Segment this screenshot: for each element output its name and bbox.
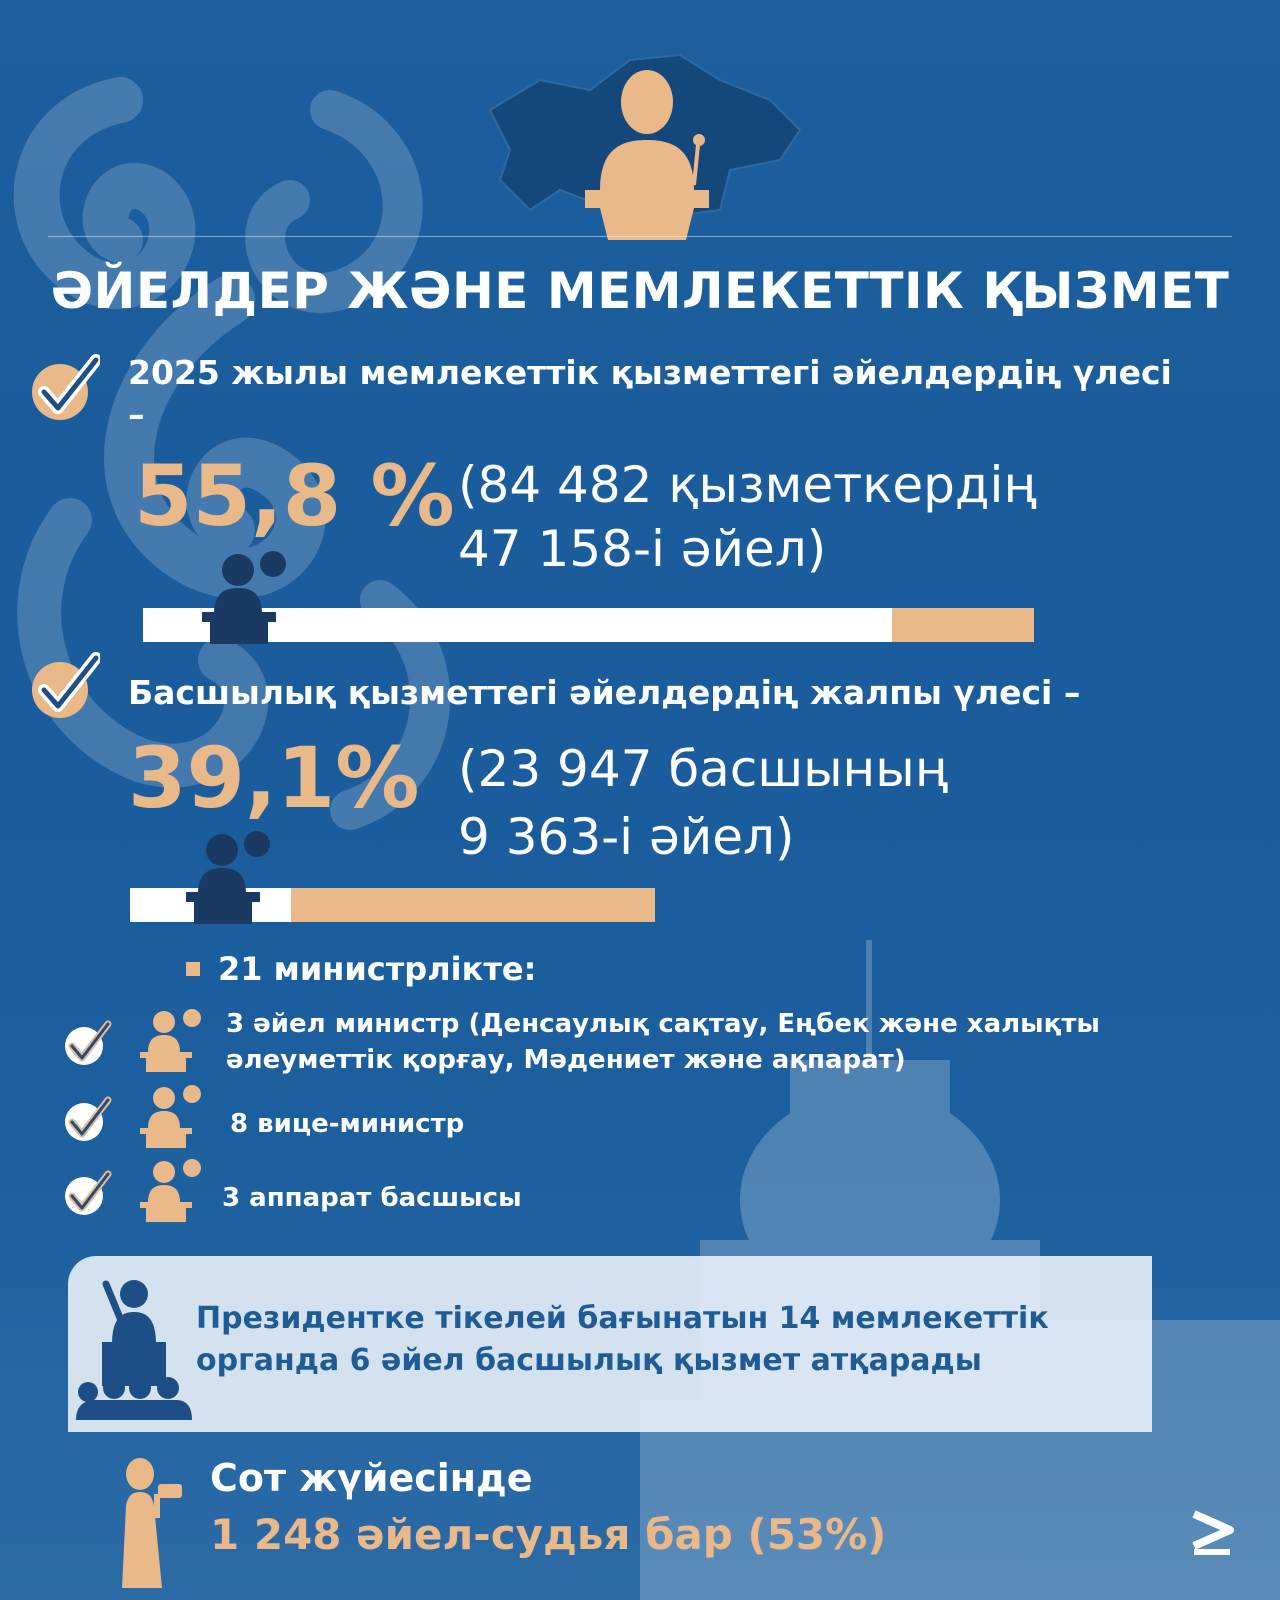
check-icon bbox=[28, 650, 100, 722]
stat1-bar-fill bbox=[892, 608, 1034, 642]
ministries-header: 21 министрлікте: bbox=[218, 950, 537, 988]
stat2-percent: 39,1% bbox=[128, 729, 420, 827]
stat2-detail-line2: 9 363-і әйел) bbox=[458, 808, 795, 866]
speaker-icon bbox=[138, 1008, 202, 1072]
check-icon bbox=[62, 1168, 112, 1218]
stat1-label: 2025 жылы мемлекеттік қызметтегі әйелдердің үлесі – bbox=[128, 353, 1172, 434]
panel-line-2: органда 6 әйел басшылық қызмет атқарады bbox=[196, 1343, 982, 1378]
speaker-icon bbox=[138, 1084, 202, 1148]
judge-icon bbox=[110, 1456, 186, 1588]
leader-audience-icon bbox=[76, 1274, 192, 1420]
divider-line bbox=[48, 236, 1232, 237]
panel-line-1: Президентке тікелей бағынатын 14 мемлекеттік bbox=[196, 1301, 1049, 1336]
stat2-label: Басшылық қызметтегі әйелдердің жалпы үлесі – bbox=[128, 673, 1081, 712]
court-line-1: Сот жүйесінде bbox=[210, 1456, 533, 1500]
stat1-detail-line1: (84 482 қызметкердің bbox=[458, 456, 1037, 514]
speaker-icon bbox=[182, 828, 272, 924]
check-icon bbox=[62, 1094, 112, 1144]
page-title: ӘЙЕЛДЕР ЖӘНЕ МЕМЛЕКЕТТІК ҚЫЗМЕТ bbox=[50, 262, 1230, 320]
ministry-item-2: 8 вице-министр bbox=[230, 1109, 465, 1139]
ministry-item-1-line2: әлеуметтік қорғау, Мәдениет және ақпарат) bbox=[226, 1045, 906, 1075]
stat2-detail-line1: (23 947 басшының bbox=[458, 740, 948, 798]
bullet-square bbox=[186, 962, 200, 976]
check-icon bbox=[28, 352, 100, 424]
speaker-icon bbox=[198, 548, 288, 644]
ministry-item-1-line1: 3 әйел министр (Денсаулық сақтау, Еңбек және халықты bbox=[226, 1009, 1100, 1039]
check-icon bbox=[62, 1018, 112, 1068]
ministry-item-3: 3 аппарат басшысы bbox=[222, 1183, 522, 1213]
court-line-2: 1 248 әйел-судья бар (53%) bbox=[210, 1510, 887, 1559]
panel-text bbox=[196, 1298, 1136, 1382]
logo-arrow-icon bbox=[1190, 1508, 1234, 1558]
stat1-detail-line2: 47 158-і әйел) bbox=[458, 520, 827, 578]
speaker-icon bbox=[138, 1158, 202, 1222]
stat2-bar-fill bbox=[291, 888, 655, 922]
stat1-percent: 55,8 % bbox=[134, 447, 455, 545]
kazakhstan-map-icon bbox=[480, 40, 810, 240]
